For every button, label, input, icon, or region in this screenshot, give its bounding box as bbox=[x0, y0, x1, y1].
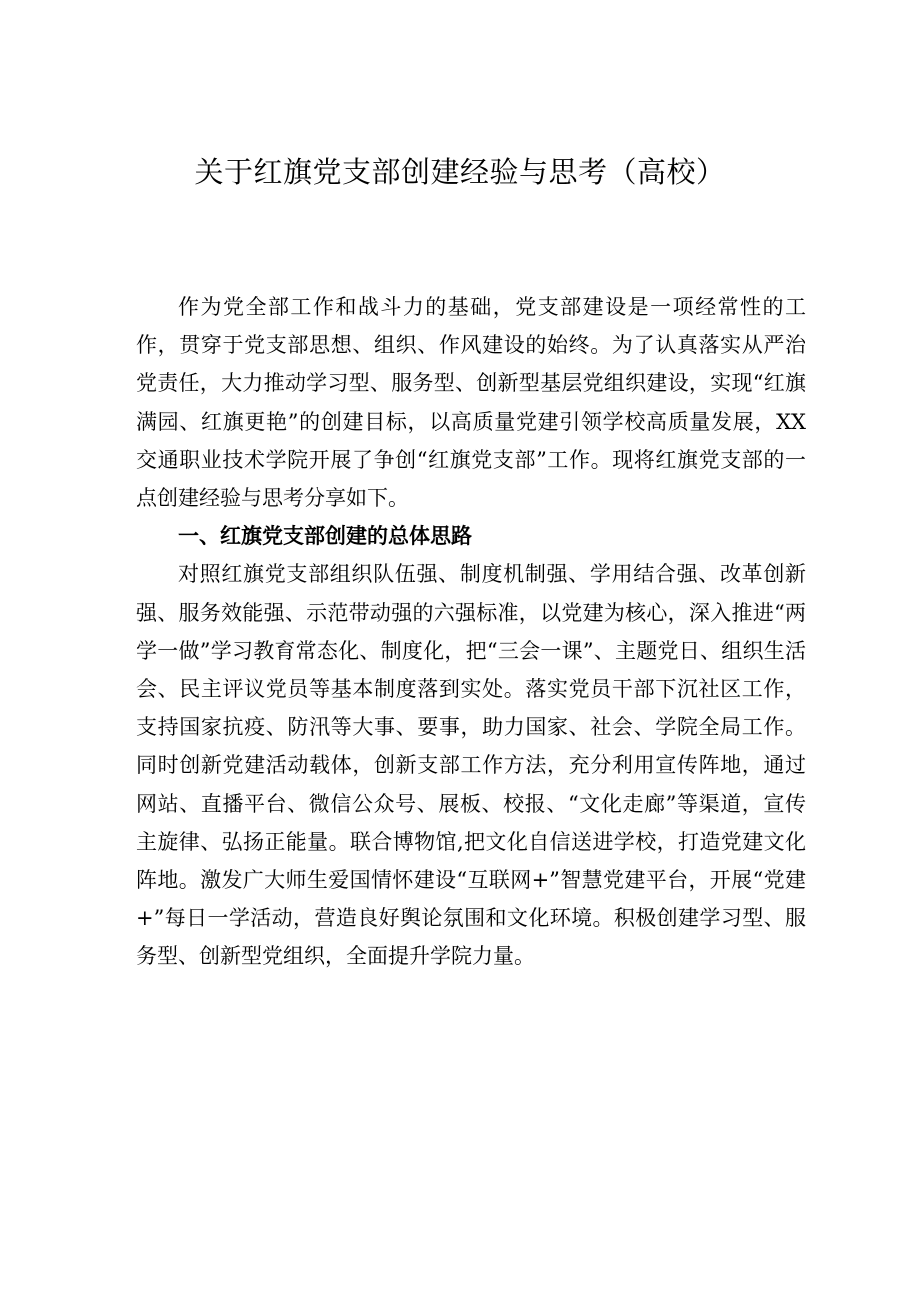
section-1-heading: 一、红旗党支部创建的总体思路 bbox=[178, 524, 472, 549]
document-title: 关于红旗党支部创建经验与思考（高校） bbox=[194, 155, 726, 189]
intro-paragraph: 作为党全部工作和战斗力的基础，党支部建设是一项经常性的工作，贯穿于党支部思想、组织、作风建设的始终。为了认真落实从严治党责任，大力推动学习型、服务型、创新型基层党组织建设，实现“红旗满园、红旗更艳”的创建目标，以高质量党建引领学校高质量发展，XX交通职业技术学院开展了争创“红旗党支部”工作。现将红旗党支部的一点创建经验与思考分享如下。 bbox=[136, 295, 806, 511]
document-body bbox=[136, 288, 806, 976]
section-1-paragraph: 对照红旗党支部组织队伍强、制度机制强、学用结合强、改革创新强、服务效能强、示范带动强的六强标准，以党建为核心，深入推进“两学一做”学习教育常态化、制度化，把“三会一课”、主题党日、组织生活会、民主评议党员等基本制度落到实处。落实党员干部下沉社区工作，支持国家抗疫、防汛等大事、要事，助力国家、社会、学院全局工作。同时创新党建活动载体，创新支部工作方法，充分利用宣传阵地，通过网站、直播平台、微信公众号、展板、校报、“文化走廊”等渠道，宣传主旋律、弘扬正能量。联合博物馆,把文化自信送进学校，打造党建文化阵地。激发广大师生爱国情怀建设“互联网+”智慧党建平台，开展“党建+”每日一学活动，营造良好舆论氛围和文化环境。积极创建学习型、服务型、创新型党组织，全面提升学院力量。 bbox=[136, 562, 806, 969]
